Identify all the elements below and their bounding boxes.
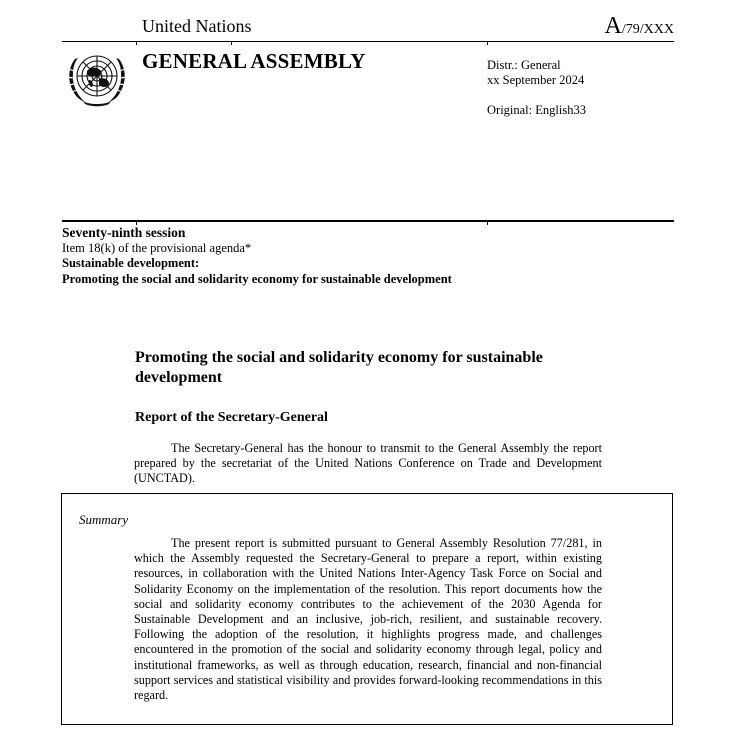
- header-rule: [62, 41, 674, 42]
- general-assembly-heading: GENERAL ASSEMBLY: [142, 49, 366, 73]
- report-subtitle: Report of the Secretary-General: [135, 410, 328, 425]
- rule-tick: [136, 42, 137, 45]
- rule-tick: [487, 42, 488, 45]
- un-emblem-icon: [65, 47, 129, 107]
- document-symbol-prefix: A: [604, 13, 622, 39]
- document-symbol: [605, 13, 674, 43]
- organization-name: United Nations: [142, 16, 252, 36]
- distribution-block: [487, 58, 584, 88]
- document-date: xx September 2024: [487, 73, 585, 87]
- summary-paragraph: The present report is submitted pursuant to General Assembly Resolution 77/281, in which the Assembly requested the Secretary-General to prepare a report, within existing resources, in collaboration with the United Nations Inter-Agency Task Force on Social and Solidarity Economy on the implementation of the resolution. This report documents how the social and solidarity economy contributes to the achievement of the 2030 Agenda for Sustainable Development and an inclusive, job-rich, resilient, and sustainable recovery. Following the adoption of the resolution, it highlights progress made, and challenges encountered in the promotion of the social and solidarity economy through legal, policy and institutional frameworks, as well as through education, research, financial and non-financial support services and statistical visibility and provides forward-looking recommendations in this regard.: [134, 536, 602, 703]
- original-language: Original: English33: [487, 103, 586, 117]
- session-rule: [62, 220, 674, 222]
- session-block: [62, 225, 452, 287]
- agenda-item: Item 18(k) of the provisional agenda*: [62, 240, 252, 255]
- rule-tick: [231, 42, 232, 45]
- summary-heading: Summary: [79, 512, 129, 527]
- report-title: Promoting the social and solidarity economy for sustainable development: [135, 349, 543, 386]
- session-title: Seventy-ninth session: [62, 225, 186, 240]
- agenda-subtopic: Promoting the social and solidarity economy for sustainable development: [62, 271, 452, 286]
- transmittal-paragraph: The Secretary-General has the honour to transmit to the General Assembly the report prepared by the secretariat of the United Nations Conference on Trade and Development (UNCTAD).: [134, 441, 602, 485]
- document-symbol-suffix: /79/XXX: [621, 22, 674, 37]
- agenda-topic: Sustainable development:: [62, 256, 200, 270]
- rule-tick: [487, 222, 488, 225]
- distribution-label: Distr.: General: [487, 58, 561, 72]
